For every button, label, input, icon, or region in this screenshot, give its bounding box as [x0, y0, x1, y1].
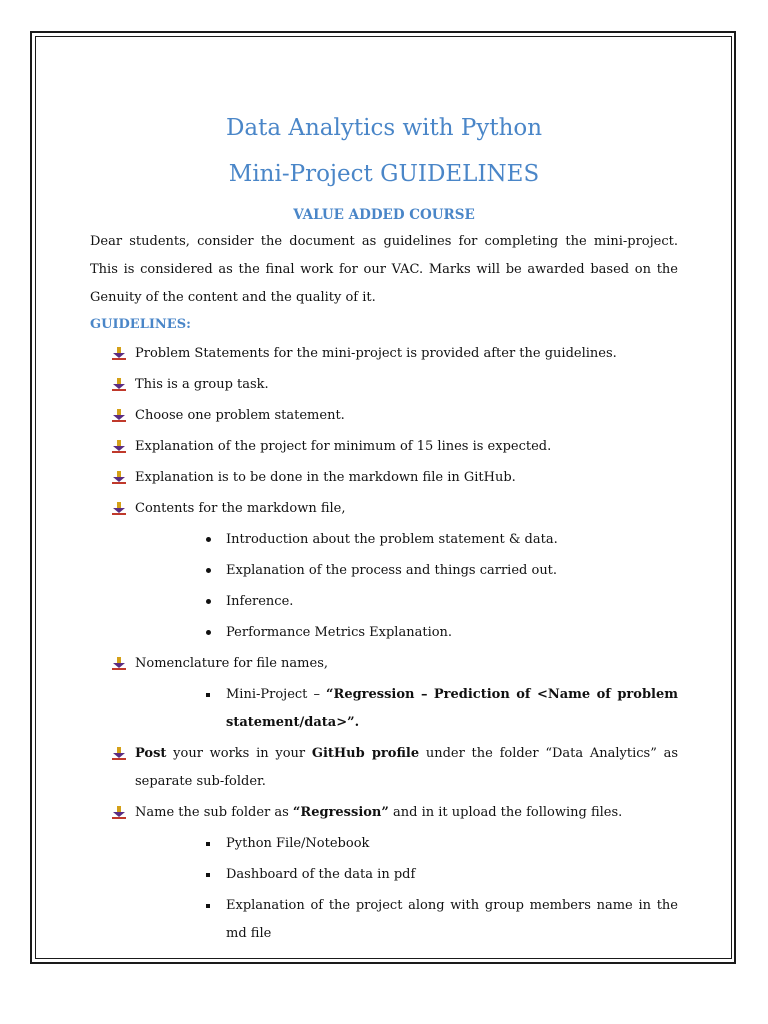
- markdown-content-text: Inference.: [226, 594, 294, 609]
- round-bullet-icon: [203, 526, 213, 554]
- square-bullet-icon: [203, 892, 213, 920]
- round-bullet-icon: [203, 619, 213, 647]
- post-text-1: your works in your: [166, 746, 312, 761]
- markdown-content-item: [226, 619, 678, 647]
- markdown-content-text: Introduction about the problem statement & data.: [226, 532, 558, 547]
- markdown-content-item: [226, 557, 678, 585]
- arrow-down-bullet-icon: [112, 440, 126, 454]
- file-text: Dashboard of the data in pdf: [226, 867, 416, 882]
- round-bullet-icon: [203, 588, 213, 616]
- arrow-down-bullet-icon: [112, 657, 126, 671]
- nomenclature-label: Nomenclature for file names,: [135, 656, 329, 671]
- guideline-item: [90, 495, 678, 523]
- nomenclature-format-item: [226, 681, 678, 737]
- guideline-item-subfolder: [90, 799, 678, 827]
- guideline-text: Explanation of the project for minimum of 15 lines is expected.: [135, 439, 552, 454]
- square-bullet-icon: [203, 861, 213, 889]
- markdown-content-item: [226, 588, 678, 616]
- arrow-down-bullet-icon: [112, 471, 126, 485]
- nomenclature-prefix: Mini-Project –: [226, 687, 327, 702]
- subfolder-text-2: and in it upload the following files.: [388, 805, 623, 820]
- guidelines-heading: GUIDELINES:: [90, 317, 191, 332]
- guideline-text: Problem Statements for the mini-project is provided after the guidelines.: [135, 346, 617, 361]
- markdown-content-text: Performance Metrics Explanation.: [226, 625, 453, 640]
- markdown-contents-list: [90, 526, 678, 647]
- markdown-content-item: [226, 526, 678, 554]
- guideline-item: [90, 433, 678, 461]
- document-body: [90, 108, 678, 951]
- github-profile-bold: GitHub profile: [311, 746, 420, 761]
- arrow-down-bullet-icon: [112, 378, 126, 392]
- file-text: Python File/Notebook: [226, 836, 370, 851]
- square-bullet-icon: [203, 830, 213, 858]
- course-label: VALUE ADDED COURSE: [293, 207, 475, 223]
- arrow-down-bullet-icon: [112, 502, 126, 516]
- arrow-down-bullet-icon: [112, 806, 126, 820]
- guideline-item-post: [90, 740, 678, 796]
- file-item: [226, 892, 678, 948]
- post-bold: Post: [135, 746, 167, 761]
- files-list: [90, 830, 678, 948]
- document-title: Data Analytics with Python: [225, 115, 543, 141]
- nomenclature-sub-list: [90, 681, 678, 737]
- arrow-down-bullet-icon: [112, 347, 126, 361]
- subfolder-bold: “Regression”: [292, 805, 389, 820]
- post-list: [90, 740, 678, 827]
- guideline-item: [90, 402, 678, 430]
- nomenclature-format: “Regression – Prediction of <Name of problem statement/data>”.: [226, 687, 678, 730]
- guideline-text: This is a group task.: [135, 377, 269, 392]
- guideline-item-nomenclature: [90, 650, 678, 678]
- guideline-item: [90, 340, 678, 368]
- guidelines-list: [90, 340, 678, 523]
- guideline-text: Explanation is to be done in the markdown file in GitHub.: [135, 470, 516, 485]
- file-text: Explanation of the project along with group members name in the md file: [226, 898, 678, 941]
- guideline-text: Choose one problem statement.: [135, 408, 345, 423]
- document-subtitle-title: Mini-Project GUIDELINES: [228, 161, 540, 187]
- arrow-down-bullet-icon: [112, 747, 126, 761]
- post-text-2: under the folder “Data Analytics” as separate sub-folder.: [135, 746, 678, 789]
- arrow-down-bullet-icon: [112, 409, 126, 423]
- nomenclature-list: [90, 650, 678, 678]
- markdown-content-text: Explanation of the process and things carried out.: [226, 563, 558, 578]
- file-item: [226, 861, 678, 889]
- guideline-item: [90, 464, 678, 492]
- guideline-item: [90, 371, 678, 399]
- round-bullet-icon: [203, 557, 213, 585]
- subfolder-text-1: Name the sub folder as: [135, 805, 293, 820]
- guideline-text: Contents for the markdown file,: [135, 501, 346, 516]
- file-item: [226, 830, 678, 858]
- intro-paragraph: Dear students, consider the document as guidelines for completing the mini-project. This is considered as the final work for our VAC. Marks will be awarded based on the Genuity of the content and the quality of it.: [90, 234, 678, 305]
- square-bullet-icon: [203, 681, 213, 709]
